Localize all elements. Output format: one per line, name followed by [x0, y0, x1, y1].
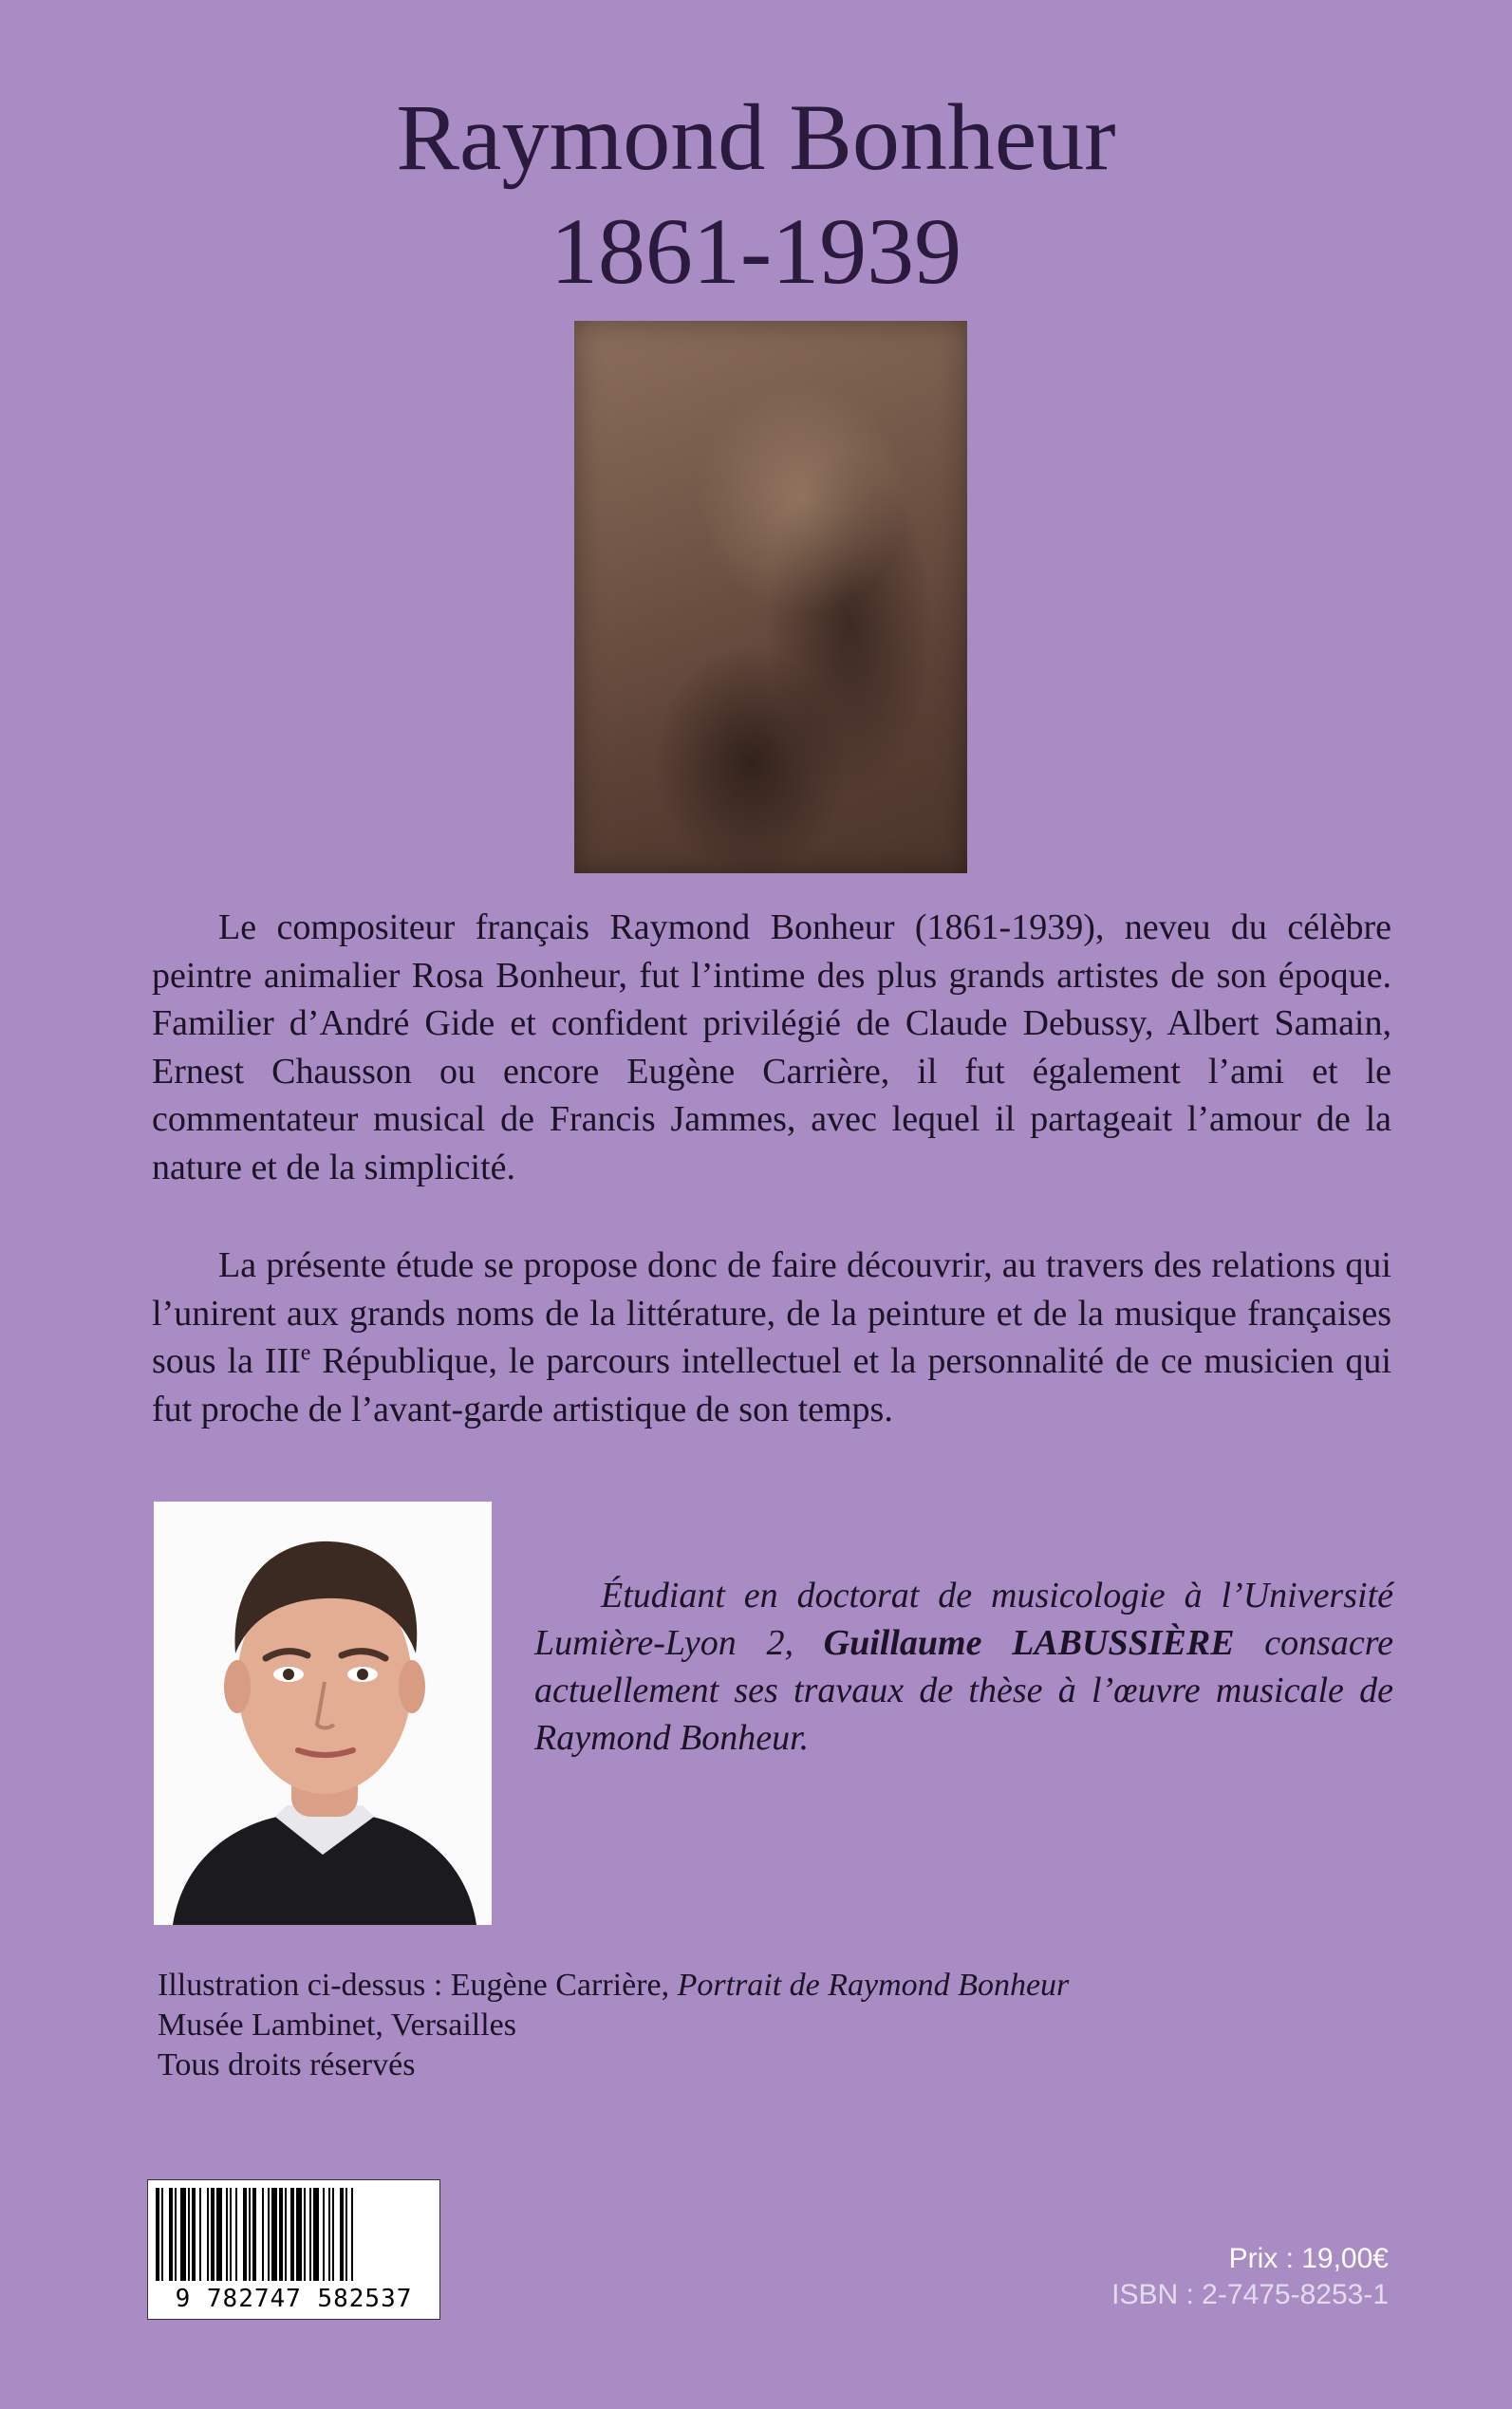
- synopsis-p2-before: La présente étude se propose donc de faire découvrir, au travers des relations qui l’unirent aux grands noms de la littérature, de la peinture et de la musique françaises sous la III: [152, 1245, 1391, 1381]
- author-bio-after: consacre actuellement ses travaux de thèse à l’œuvre musicale de Raymond Bonheur.: [534, 1623, 1393, 1758]
- barcode: [147, 2179, 440, 2320]
- portrait-painting-image: [574, 321, 967, 873]
- credit-line-1: [158, 1966, 1069, 2006]
- author-photo: [154, 1502, 492, 1925]
- book-title: Raymond Bonheur: [396, 84, 1116, 190]
- credit-line-3: Tous droits réservés: [158, 2047, 416, 2082]
- synopsis-paragraph-1: Le compositeur français Raymond Bonheur (1861-1939), neveu du célèbre peintre animalier Rosa Bonheur, fut l’intime des plus grands artistes de son époque. Familier d’André Gide et confident privilégié de Claude Debussy, Albert Samain, Ernest Chausson ou encore Eugène Carrière, il fut également l’ami et le commentateur musical de Francis Jammes, avec lequel il partageait l’amour de la nature et de la simplicité.: [152, 907, 1391, 1187]
- synopsis-p2-after: République, le parcours intellectuel et la personnalité de ce musicien qui fut proche de l’avant-garde artistique de son temps.: [152, 1341, 1391, 1429]
- credit-work-title: Portrait de Raymond Bonheur: [677, 1968, 1070, 2003]
- author-bio: [534, 1572, 1393, 1762]
- credit-prefix: Illustration ci-dessus : Eugène Carrière,: [158, 1968, 678, 2003]
- barcode-bars-image: [154, 2188, 434, 2283]
- book-dates: 1861-1939: [550, 198, 962, 304]
- author-bio-before: Étudiant en doctorat de musicologie à l’Université Lumière-Lyon 2,: [534, 1576, 1393, 1663]
- credit-line-2: Musée Lambinet, Versailles: [158, 2008, 517, 2043]
- synopsis-p2-sup: e: [300, 1340, 311, 1366]
- barcode-digits: 9 782747 582537: [175, 2285, 413, 2313]
- synopsis-paragraph-2: [152, 1242, 1391, 1433]
- price-label: Prix : 19,00€: [1228, 2243, 1389, 2274]
- isbn-label: ISBN : 2-7475-8253-1: [1111, 2279, 1389, 2310]
- author-name: Guillaume LABUSSIÈRE: [823, 1623, 1235, 1663]
